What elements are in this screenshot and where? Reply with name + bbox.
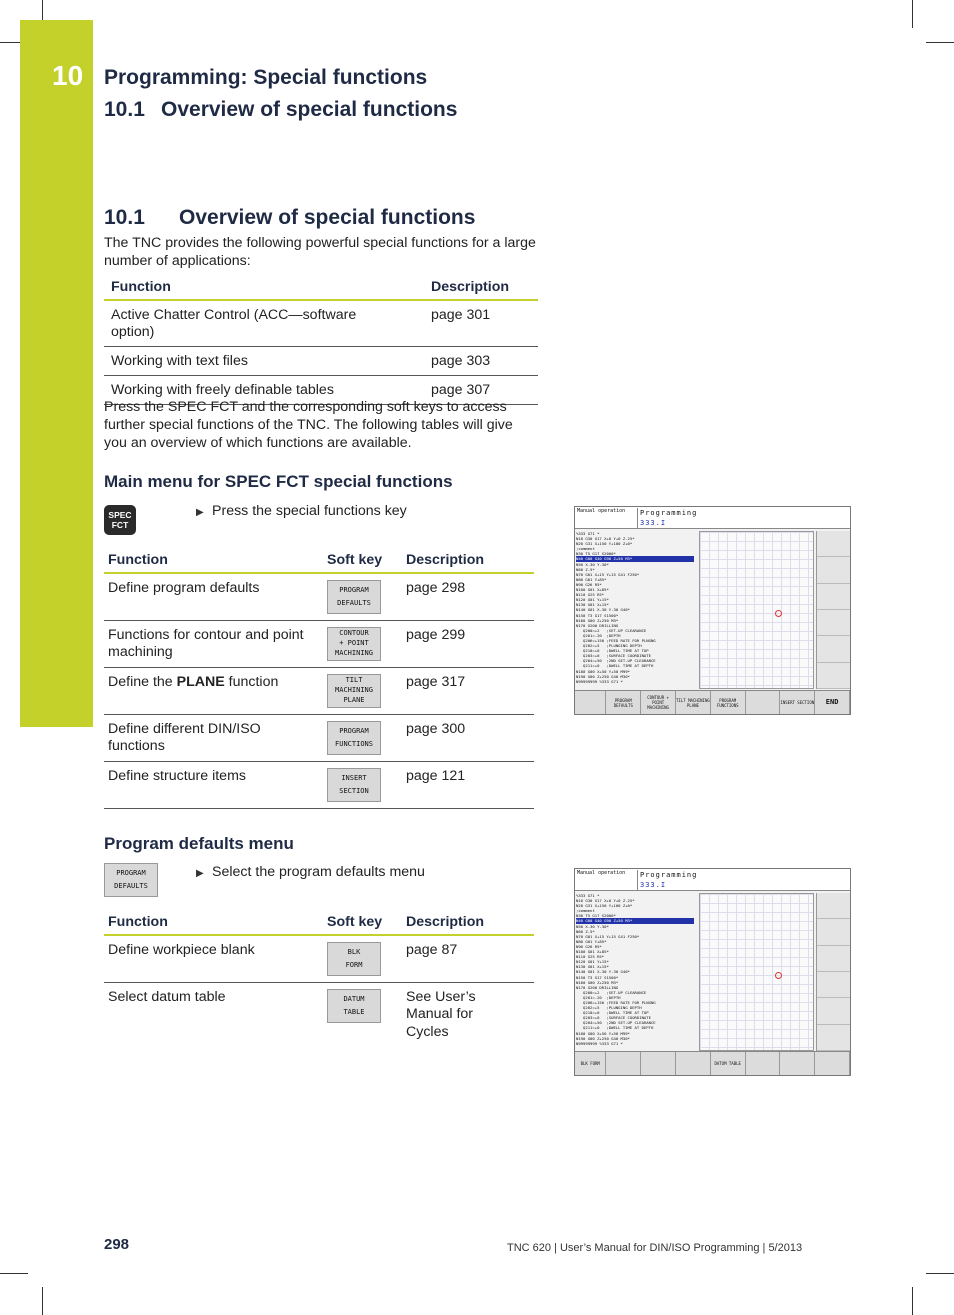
- crop-mark: [926, 42, 954, 43]
- crop-mark: [42, 0, 43, 20]
- softkey-label: INSERT: [341, 773, 367, 782]
- section-heading: [104, 206, 475, 230]
- page-reference-link[interactable]: page 303: [431, 347, 538, 376]
- softkey-label: DEFAULTS: [337, 599, 371, 607]
- page-number: 298: [104, 1236, 130, 1253]
- screen-header: [575, 869, 850, 891]
- page-reference-link[interactable]: page 87: [406, 935, 534, 982]
- chapter-number: 10: [52, 60, 84, 91]
- defaults-menu-heading: Program defaults menu: [104, 834, 294, 853]
- graphics-window: [699, 893, 814, 1051]
- programming-title-box: [637, 870, 851, 890]
- softkey-row: [575, 1051, 850, 1075]
- softkey-label: SECTION: [339, 786, 369, 795]
- main-menu-heading: Main menu for SPEC FCT special functions: [104, 472, 453, 491]
- running-section-title: Overview of special functions: [161, 98, 458, 121]
- footer-text: TNC 620 | User’s Manual for DIN/ISO Programming | 5/2013: [507, 1242, 803, 1254]
- table-row: [104, 300, 538, 347]
- column-header-function: Function: [104, 278, 431, 300]
- screen-softkey[interactable]: [641, 1052, 676, 1075]
- table-row: [104, 667, 534, 714]
- key-label: FCT: [111, 520, 129, 530]
- programming-mode-title: Programming: [640, 509, 698, 517]
- operating-mode-label: Manual operation: [577, 508, 626, 514]
- table-row: [104, 761, 534, 808]
- function-text: function: [224, 673, 279, 690]
- softkey-cell: [327, 761, 406, 808]
- function-cell: Define program defaults: [104, 573, 327, 620]
- description-cell: See User’s Manual for Cycles: [406, 988, 476, 1040]
- softkey-label: CONTOUR: [339, 629, 369, 638]
- blk-form-softkey[interactable]: [327, 942, 381, 976]
- table-row: [104, 573, 534, 620]
- intro-paragraph: The TNC provides the following powerful special functions for a large number of applications:: [104, 235, 536, 269]
- screen-softkey[interactable]: [746, 691, 781, 714]
- softkey-label: DATUM: [343, 994, 365, 1003]
- special-functions-table: [104, 278, 538, 405]
- screen-softkey[interactable]: PROGRAM FUNCTIONS: [711, 691, 746, 714]
- page-reference-link[interactable]: page 121: [406, 761, 534, 808]
- table-row: [104, 347, 538, 376]
- table-row: [104, 620, 534, 667]
- crop-mark: [912, 0, 913, 28]
- function-text: Define the: [108, 673, 177, 690]
- chapter-color-band: [20, 20, 93, 727]
- program-file-name: 333.I: [640, 881, 667, 889]
- softkey-label: + POINT: [339, 639, 369, 647]
- tnc-screenshot-defaults-menu: [574, 868, 851, 1076]
- page-reference-link[interactable]: page 299: [406, 620, 534, 667]
- table-row: [104, 935, 534, 982]
- page-reference-link[interactable]: page 300: [406, 714, 534, 761]
- function-cell: Define different DIN/ISO functions: [104, 714, 327, 761]
- softkey-cell: [327, 620, 406, 667]
- table-row: [104, 714, 534, 761]
- function-cell: Functions for contour and point machining: [104, 620, 327, 667]
- program-defaults-softkey[interactable]: [327, 580, 381, 614]
- step-text: Press the special functions key: [212, 503, 407, 519]
- page-reference-link[interactable]: page 298: [406, 573, 534, 620]
- softkey-cell: [327, 714, 406, 761]
- softkey-label: PROGRAM: [116, 869, 146, 877]
- triangle-bullet-icon: ▶: [196, 507, 204, 518]
- program-listing-image: %333 G71 * N10 G30 G17 X+0 Y+0 Z-25* N20 G31 X+150 Y+100 Z+0* ;comment N30 T5 G17 S2000* N40 G00 G40 G90 Z+50 M3* N50 X-30 Y-30* N60 Z-5* N70 G01 X+15 Y+15 G41 F250* N80 G01 Y+85* N90 G26 R5* N100 G01 X+85* N110 G25 R5* N120 G01 Y+15* N130 G01 X+15* N140 G01 X-30 Y-30 G40* N150 T3 G17 S1500* N160 G00 Z+250 M3* N170 G200 DRILLING Q200=+2 ;SET-UP CLEARANCE Q201=-20 ;DEPTH Q206=+150 ;FEED RATE FOR PLNGNG Q202=+5 ;PLUNGING DEPTH Q210=+0 ;DWELL TIME AT TOP Q203=+0 ;SURFACE COORDINATE Q204=+50 ;2ND SET-UP CLEARANCE Q211=+0 ;DWELL TIME AT DEPTH N180 G00 X+50 Y+50 M99* N190 G00 Z+250 G40 M30* N99999999 %333 G71 *: [576, 531, 694, 684]
- screen-softkey[interactable]: [606, 1052, 641, 1075]
- datum-table-softkey[interactable]: [327, 989, 381, 1023]
- programming-title-box: [637, 508, 851, 528]
- column-header-softkey: Soft key: [327, 911, 406, 935]
- page-reference-link[interactable]: page 317: [406, 667, 534, 714]
- function-cell: Working with text files: [104, 347, 431, 376]
- screen-softkey[interactable]: [575, 691, 606, 714]
- screen-softkey[interactable]: BLK FORM: [575, 1052, 606, 1075]
- softkey-cell: [327, 982, 406, 1041]
- program-defaults-softkey: [104, 863, 158, 897]
- step-text: Select the program defaults menu: [212, 864, 425, 880]
- softkey-row: [575, 690, 850, 714]
- graphics-window: [699, 531, 814, 689]
- softkey-label: BLK: [347, 948, 361, 956]
- screen-softkey[interactable]: CONTOUR + POINT MACHINING: [641, 691, 676, 714]
- tool-position-marker: [775, 972, 782, 979]
- program-listing-image: %333 G71 * N10 G30 G17 X+0 Y+0 Z-25* N20 G31 X+150 Y+100 Z+0* ;comment N30 T5 G17 S2000* N40 G00 G40 G90 Z+50 M3* N50 X-30 Y-30* N60 Z-5* N70 G01 X+15 Y+15 G41 F250* N80 G01 Y+85* N90 G26 R5* N100 G01 X+85* N110 G25 R5* N120 G01 Y+15* N130 G01 X+15* N140 G01 X-30 Y-30 G40* N150 T3 G17 S1500* N160 G00 Z+250 M3* N170 G200 DRILLING Q200=+2 ;SET-UP CLEARANCE Q201=-20 ;DEPTH Q206=+150 ;FEED RATE FOR PLNGNG Q202=+5 ;PLUNGING DEPTH Q210=+0 ;DWELL TIME AT TOP Q203=+0 ;SURFACE COORDINATE Q204=+50 ;2ND SET-UP CLEARANCE Q211=+0 ;DWELL TIME AT DEPTH N180 G00 X+50 Y+50 M99* N190 G00 Z+250 G40 M30* N99999999 %333 G71 *: [576, 893, 694, 1046]
- column-header-description: Description: [406, 549, 534, 573]
- column-header-function: Function: [104, 911, 327, 935]
- softkey-label: TABLE: [343, 1007, 365, 1016]
- softkey-label: PROGRAM: [339, 586, 369, 594]
- crop-mark: [0, 42, 20, 43]
- screen-softkey[interactable]: [746, 1052, 781, 1075]
- plane-keyword: PLANE: [176, 673, 225, 690]
- softkey-label: PLANE: [343, 695, 365, 704]
- function-cell: Active Chatter Control (ACC—software option): [104, 300, 431, 347]
- column-header-description: Description: [406, 911, 534, 935]
- tilt-machining-plane-softkey[interactable]: [327, 674, 381, 708]
- crop-mark: [42, 1287, 43, 1315]
- tnc-screenshot-main-menu: [574, 506, 851, 715]
- softkey-label: TILT: [345, 676, 363, 685]
- contour-point-machining-softkey[interactable]: [327, 627, 381, 661]
- instruction-step: [196, 503, 407, 519]
- defaults-menu-table: [104, 911, 534, 1041]
- running-section-header: [104, 98, 457, 122]
- chapter-title: Programming: Special functions: [104, 66, 428, 89]
- page-reference-link[interactable]: page 301: [431, 300, 538, 347]
- main-menu-table: [104, 549, 534, 809]
- screen-header: [575, 507, 850, 529]
- spec-fct-key-icon: [104, 505, 136, 535]
- column-header-description: Description: [431, 278, 538, 300]
- function-cell: Define workpiece blank: [104, 935, 327, 982]
- screen-softkey[interactable]: [676, 1052, 711, 1075]
- instruction-step: [196, 864, 425, 880]
- insert-section-softkey[interactable]: [327, 768, 381, 802]
- crop-mark: [0, 1273, 28, 1274]
- softkey-cell: [327, 573, 406, 620]
- screen-softkey[interactable]: TILT MACHINING PLANE: [676, 691, 711, 714]
- triangle-bullet-icon: ▶: [196, 868, 204, 879]
- screen-softkey[interactable]: INSERT SECTION: [780, 691, 815, 714]
- vertical-softkey-bar: [816, 531, 851, 689]
- table-row: [104, 982, 534, 1041]
- operating-mode-label: Manual operation: [577, 870, 626, 876]
- programming-mode-title: Programming: [640, 871, 698, 879]
- softkey-label: MACHINING: [335, 648, 373, 657]
- screen-softkey[interactable]: [780, 1052, 815, 1075]
- program-file-name: 333.I: [640, 519, 667, 527]
- page-reference-link[interactable]: page 307: [431, 376, 538, 405]
- screen-softkey[interactable]: DATUM TABLE: [711, 1052, 746, 1075]
- vertical-softkey-bar: [816, 893, 851, 1051]
- softkey-cell: [327, 667, 406, 714]
- function-cell: Working with freely definable tables: [104, 376, 431, 405]
- program-functions-softkey[interactable]: [327, 721, 381, 755]
- softkey-cell: [327, 935, 406, 982]
- spec-fct-paragraph: Press the SPEC FCT and the corresponding soft keys to access further special functions of the TNC. The following tables will give you an overview of which functions are available.: [104, 399, 513, 451]
- softkey-label: PROGRAM: [339, 726, 369, 735]
- screen-softkey-end[interactable]: END: [815, 691, 850, 714]
- key-label: SPEC: [108, 510, 132, 520]
- tool-position-marker: [775, 610, 782, 617]
- crop-mark: [912, 1287, 913, 1315]
- function-cell: [104, 667, 327, 714]
- softkey-label: FUNCTIONS: [335, 739, 373, 748]
- softkey-label: MACHINING: [335, 686, 373, 694]
- running-section-number: 10.1: [104, 98, 145, 121]
- softkey-label: FORM: [345, 961, 363, 969]
- screen-softkey[interactable]: PROGRAM DEFAULTS: [606, 691, 641, 714]
- function-cell: Select datum table: [108, 988, 226, 1005]
- column-header-softkey: Soft key: [327, 549, 406, 573]
- section-title: Overview of special functions: [179, 206, 476, 229]
- column-header-function: Function: [104, 549, 327, 573]
- section-number: 10.1: [104, 206, 145, 229]
- function-cell: Define structure items: [104, 761, 327, 808]
- screen-softkey[interactable]: [815, 1052, 850, 1075]
- softkey-label: DEFAULTS: [114, 882, 148, 890]
- crop-mark: [926, 1273, 954, 1274]
